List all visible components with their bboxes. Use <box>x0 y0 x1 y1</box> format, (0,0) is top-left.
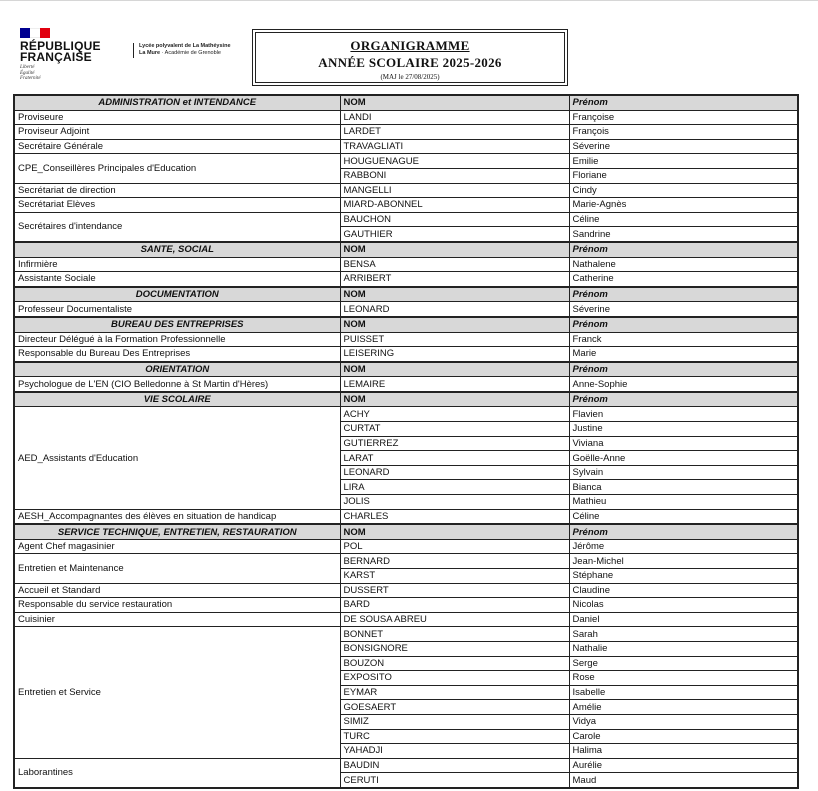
logo-line-1: RÉPUBLIQUE <box>20 39 101 53</box>
nom-cell: GOESAERT <box>340 700 569 715</box>
prenom-cell: Céline <box>569 509 798 524</box>
prenom-cell: Sylvain <box>569 465 798 480</box>
logo-separator <box>133 43 134 58</box>
nom-cell: PUISSET <box>340 332 569 347</box>
nom-cell: DE SOUSA ABREU <box>340 612 569 627</box>
table-row <box>14 332 798 347</box>
role-cell: Proviseure <box>14 110 340 125</box>
motto-egalite: Égalité <box>20 70 35 76</box>
nom-cell: KARST <box>340 569 569 584</box>
role-cell: Laborantines <box>14 758 340 788</box>
prenom-cell: Marie <box>569 347 798 362</box>
update-date: (MAJ le 27/08/2025) <box>380 73 440 81</box>
nom-cell: JOLIS <box>340 495 569 510</box>
school-line-1 <box>139 43 231 50</box>
column-header-prenom: Prénom <box>569 95 798 110</box>
prenom-cell: Viviana <box>569 436 798 451</box>
nom-cell: BOUZON <box>340 656 569 671</box>
nom-cell: BONNET <box>340 627 569 642</box>
role-cell: CPE_Conseillères Principales d'Education <box>14 154 340 183</box>
prenom-cell: Marie-Agnès <box>569 198 798 213</box>
nom-cell: BONSIGNORE <box>340 641 569 656</box>
prenom-cell: Séverine <box>569 302 798 317</box>
prenom-cell: François <box>569 125 798 140</box>
table-row <box>14 554 798 569</box>
prenom-cell: Anne-Sophie <box>569 377 798 392</box>
prenom-cell: Goëlle-Anne <box>569 451 798 466</box>
prenom-cell: Daniel <box>569 612 798 627</box>
school-line-2 <box>139 50 231 57</box>
prenom-cell: Emilie <box>569 154 798 169</box>
column-header-nom: NOM <box>340 524 569 539</box>
role-cell: Secrétaire Générale <box>14 139 340 154</box>
motto-liberte: Liberté <box>20 65 35 70</box>
nom-cell: GUTIERREZ <box>340 436 569 451</box>
column-header-prenom: Prénom <box>569 242 798 257</box>
column-header-prenom: Prénom <box>569 287 798 302</box>
prenom-cell: Halima <box>569 744 798 759</box>
table-row <box>14 139 798 154</box>
nom-cell: LEISERING <box>340 347 569 362</box>
nom-cell: LARAT <box>340 451 569 466</box>
role-cell: Secrétariat Elèves <box>14 198 340 213</box>
column-header-nom: NOM <box>340 317 569 332</box>
role-cell: AED_Assistants d'Education <box>14 407 340 509</box>
nom-cell: LEONARD <box>340 302 569 317</box>
prenom-cell: Serge <box>569 656 798 671</box>
nom-cell: RABBONI <box>340 168 569 183</box>
nom-cell: CERUTI <box>340 773 569 788</box>
role-cell: Responsable du Bureau Des Entreprises <box>14 347 340 362</box>
role-cell: Accueil et Standard <box>14 583 340 598</box>
table-row <box>14 377 798 392</box>
prenom-cell: Céline <box>569 212 798 227</box>
document-title: ORGANIGRAMME <box>350 38 470 53</box>
role-cell: Assistante Sociale <box>14 272 340 287</box>
nom-cell: DUSSERT <box>340 583 569 598</box>
page-top-edge <box>0 0 818 5</box>
nom-cell: EYMAR <box>340 685 569 700</box>
logo-line-2: FRANÇAISE <box>20 50 92 64</box>
section-header-row <box>14 95 798 110</box>
section-title: SANTE, SOCIAL <box>14 242 340 257</box>
prenom-cell: Carole <box>569 729 798 744</box>
prenom-cell: Nicolas <box>569 598 798 613</box>
table-row <box>14 125 798 140</box>
column-header-prenom: Prénom <box>569 524 798 539</box>
column-header-nom: NOM <box>340 95 569 110</box>
motto-fraternite: Fraternité <box>20 76 41 81</box>
role-cell: Entretien et Maintenance <box>14 554 340 583</box>
prenom-cell: Catherine <box>569 272 798 287</box>
prenom-cell: Maud <box>569 773 798 788</box>
school-town: La Mure <box>139 50 161 56</box>
nom-cell: BERNARD <box>340 554 569 569</box>
section-title: ADMINISTRATION et INTENDANCE <box>14 95 340 110</box>
section-header-row <box>14 524 798 539</box>
prenom-cell: Françoise <box>569 110 798 125</box>
nom-cell: BAUDIN <box>340 758 569 773</box>
nom-cell: TURC <box>340 729 569 744</box>
prenom-cell: Rose <box>569 671 798 686</box>
nom-cell: POL <box>340 539 569 554</box>
prenom-cell: Nathalie <box>569 641 798 656</box>
role-cell: Agent Chef magasinier <box>14 539 340 554</box>
table-row <box>14 539 798 554</box>
section-header-row <box>14 287 798 302</box>
column-header-prenom: Prénom <box>569 317 798 332</box>
school-year: ANNÉE SCOLAIRE 2025-2026 <box>318 55 502 70</box>
role-cell: Professeur Documentaliste <box>14 302 340 317</box>
prenom-cell: Cindy <box>569 183 798 198</box>
column-header-nom: NOM <box>340 242 569 257</box>
french-flag-icon <box>20 28 50 38</box>
table-row <box>14 272 798 287</box>
table-row <box>14 509 798 524</box>
nom-cell: EXPOSITO <box>340 671 569 686</box>
prenom-cell: Justine <box>569 422 798 437</box>
nom-cell: CHARLES <box>340 509 569 524</box>
role-cell: Responsable du service restauration <box>14 598 340 613</box>
prenom-cell: Jean-Michel <box>569 554 798 569</box>
table-row <box>14 110 798 125</box>
table-row <box>14 598 798 613</box>
role-cell: Infirmière <box>14 257 340 272</box>
nom-cell: MANGELLI <box>340 183 569 198</box>
nom-cell: LEONARD <box>340 465 569 480</box>
prenom-cell: Isabelle <box>569 685 798 700</box>
section-title: SERVICE TECHNIQUE, ENTRETIEN, RESTAURATION <box>14 524 340 539</box>
prenom-cell: Floriane <box>569 168 798 183</box>
prenom-cell: Vidya <box>569 714 798 729</box>
role-cell: Directeur Délégué à la Formation Professionnelle <box>14 332 340 347</box>
nom-cell: BARD <box>340 598 569 613</box>
section-header-row <box>14 392 798 407</box>
role-cell: Entretien et Service <box>14 627 340 758</box>
table-row <box>14 198 798 213</box>
nom-cell: MIARD-ABONNEL <box>340 198 569 213</box>
table-row <box>14 583 798 598</box>
section-title: BUREAU DES ENTREPRISES <box>14 317 340 332</box>
nom-cell: BENSA <box>340 257 569 272</box>
section-header-row <box>14 317 798 332</box>
nom-cell: LEMAIRE <box>340 377 569 392</box>
role-cell: Psychologue de L'EN (CIO Belledonne à St Martin d'Hères) <box>14 377 340 392</box>
prenom-cell: Franck <box>569 332 798 347</box>
prenom-cell: Sandrine <box>569 227 798 242</box>
table-row <box>14 758 798 773</box>
nom-cell: HOUGUENAGUE <box>340 154 569 169</box>
prenom-cell: Mathieu <box>569 495 798 510</box>
table-row <box>14 302 798 317</box>
column-header-prenom: Prénom <box>569 392 798 407</box>
section-header-row <box>14 362 798 377</box>
nom-cell: BAUCHON <box>340 212 569 227</box>
section-title: DOCUMENTATION <box>14 287 340 302</box>
nom-cell: GAUTHIER <box>340 227 569 242</box>
nom-cell: TRAVAGLIATI <box>340 139 569 154</box>
logo-motto <box>20 65 125 82</box>
role-cell: Cuisinier <box>14 612 340 627</box>
table-row <box>14 407 798 422</box>
nom-cell: LANDI <box>340 110 569 125</box>
section-title: ORIENTATION <box>14 362 340 377</box>
table-row <box>14 212 798 227</box>
nom-cell: SIMIZ <box>340 714 569 729</box>
prenom-cell: Claudine <box>569 583 798 598</box>
role-cell: Secrétaires d'intendance <box>14 212 340 242</box>
prenom-cell: Amélie <box>569 700 798 715</box>
prenom-cell: Stéphane <box>569 569 798 584</box>
role-cell: Secrétariat de direction <box>14 183 340 198</box>
organization-table <box>13 94 799 789</box>
column-header-nom: NOM <box>340 287 569 302</box>
column-header-nom: NOM <box>340 362 569 377</box>
role-cell: AESH_Accompagnantes des élèves en situation de handicap <box>14 509 340 524</box>
table-row <box>14 347 798 362</box>
table-row <box>14 612 798 627</box>
prenom-cell: Aurélie <box>569 758 798 773</box>
school-academy: · Académie de Grenoble <box>160 50 221 56</box>
nom-cell: YAHADJI <box>340 744 569 759</box>
nom-cell: CURTAT <box>340 422 569 437</box>
section-header-row <box>14 242 798 257</box>
title-box <box>252 29 568 86</box>
nom-cell: LIRA <box>340 480 569 495</box>
organization-table-body <box>14 95 798 788</box>
prenom-cell: Bianca <box>569 480 798 495</box>
nom-cell: ARRIBERT <box>340 272 569 287</box>
nom-cell: ACHY <box>340 407 569 422</box>
prenom-cell: Nathalene <box>569 257 798 272</box>
republique-francaise-logo <box>20 28 125 82</box>
table-row <box>14 257 798 272</box>
section-title: VIE SCOLAIRE <box>14 392 340 407</box>
school-name <box>139 43 231 57</box>
prenom-cell: Séverine <box>569 139 798 154</box>
column-header-nom: NOM <box>340 392 569 407</box>
school-name-bold: Lycée polyvalent de La Mathéysine <box>139 43 231 49</box>
prenom-cell: Jérôme <box>569 539 798 554</box>
column-header-prenom: Prénom <box>569 362 798 377</box>
prenom-cell: Sarah <box>569 627 798 642</box>
role-cell: Proviseur Adjoint <box>14 125 340 140</box>
table-row <box>14 154 798 169</box>
table-row <box>14 183 798 198</box>
prenom-cell: Flavien <box>569 407 798 422</box>
table-row <box>14 627 798 642</box>
nom-cell: LARDET <box>340 125 569 140</box>
